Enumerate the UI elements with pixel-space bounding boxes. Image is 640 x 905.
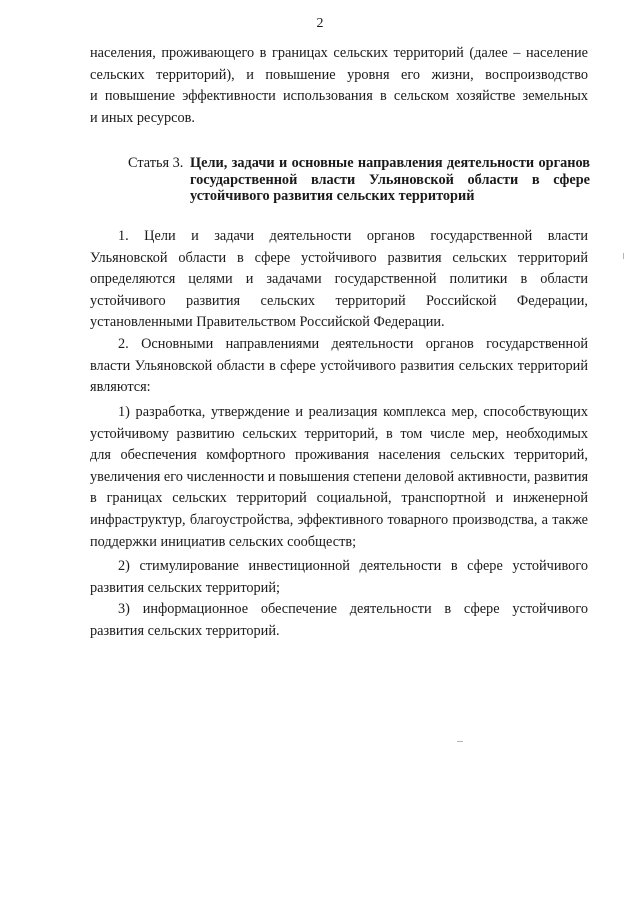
text-line: устойчивого развития сельских территорий Российской Федерации,	[90, 292, 588, 309]
text-line: 1. Цели и задачи деятельности органов государственной власти	[118, 228, 588, 244]
scan-mark	[623, 253, 624, 259]
text-line: в границах сельских территорий социальной, транспортной и инженерной	[90, 490, 588, 507]
text-line: Ульяновской области в сфере устойчивого развития сельских территорий	[90, 249, 588, 266]
text-line: сельских территорий), и повышение уровня его жизни, воспроизводство	[90, 66, 588, 83]
article-title	[190, 155, 590, 205]
article-title-line: государственной власти Ульяновской области в сфере	[190, 171, 590, 188]
text-line: развития сельских территорий;	[90, 579, 280, 596]
text-line: установленными Правительством Российской Федерации.	[90, 314, 445, 331]
article-title-line: Цели, задачи и основные направления деятельности органов	[190, 155, 590, 171]
text-line: увеличения его численности и повышения степени деловой активности, развития	[90, 468, 588, 485]
text-line: устойчивому развитию сельских территорий, в том числе мер, необходимых	[90, 425, 588, 442]
article-number: Статья 3.	[128, 155, 184, 171]
text-line: 2. Основными направлениями деятельности органов государственной	[118, 336, 588, 352]
text-line: 2) стимулирование инвестиционной деятельности в сфере устойчивого	[118, 558, 588, 574]
article-title-line: устойчивого развития сельских территорий	[190, 188, 475, 204]
paragraph-1	[90, 226, 588, 334]
text-line: развития сельских территорий.	[90, 622, 280, 639]
text-line: 1) разработка, утверждение и реализация комплекса мер, способствующих	[118, 404, 588, 420]
text-line: поддержки инициатив сельских сообществ;	[90, 533, 357, 550]
text-line: населения, проживающего в границах сельских территорий (далее – население	[90, 45, 588, 61]
scan-mark	[457, 741, 463, 742]
list-item-2	[90, 556, 588, 599]
page-number: 2	[316, 16, 324, 31]
text-line: и повышение эффективности использования в сельском хозяйстве земельных	[90, 88, 588, 105]
list-item-3	[90, 599, 588, 642]
text-line: власти Ульяновской области в сфере устойчивого развития сельских территорий	[90, 357, 588, 374]
paragraph-2	[90, 334, 588, 399]
text-line: 3) информационное обеспечение деятельности в сфере устойчивого	[118, 601, 588, 617]
text-line: инфраструктур, благоустройства, эффективного товарного производства, а также	[90, 511, 588, 528]
text-line: определяются целями и задачами государственной политики в области	[90, 271, 588, 288]
text-line: для обеспечения комфортного проживания населения сельских территорий,	[90, 447, 588, 464]
text-line: являются:	[90, 379, 151, 396]
list-item-1	[90, 402, 588, 553]
intro-paragraph	[90, 43, 588, 129]
text-line: и иных ресурсов.	[90, 109, 195, 126]
